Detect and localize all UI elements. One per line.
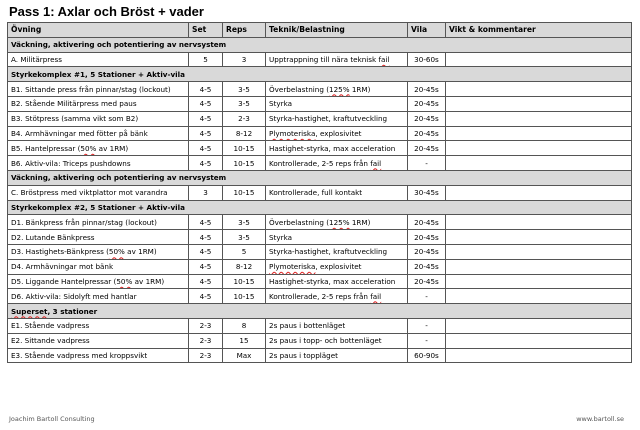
table-row <box>8 82 632 97</box>
sets-cell: 5 <box>189 52 223 67</box>
exercise-cell <box>8 126 189 141</box>
table-row <box>8 348 632 363</box>
sets-cell: 2-3 <box>189 333 223 348</box>
rest-cell: 60-90s <box>408 348 446 363</box>
text-run: C. Bröstpress med viktplattor mot varandra <box>11 188 168 198</box>
rest-cell: - <box>408 333 446 348</box>
text-run: Kontrollerade, 2-5 reps från <box>269 291 371 301</box>
spellcheck-word: Superset <box>11 306 48 316</box>
text-run: B5. Hantelpressar ( <box>11 143 81 153</box>
comment-cell[interactable] <box>446 141 632 156</box>
section-heading <box>8 170 632 185</box>
text-run: Styrka-hastighet, kraftutveckling <box>269 114 388 124</box>
exercise-cell <box>8 156 189 171</box>
rest-cell: 20-45s <box>408 274 446 289</box>
comment-cell[interactable] <box>446 82 632 97</box>
spellcheck-word: Plymoteriska <box>269 128 316 138</box>
col-header-vikt: Vikt & kommentarer <box>446 23 632 38</box>
text-run: D3. Hastighets-Bänkpress ( <box>11 247 109 257</box>
text-run: , 3 stationer <box>47 306 98 316</box>
text-run: Väckning, aktivering och potentiering av nervsystem <box>11 40 227 50</box>
section-heading-row <box>8 67 632 82</box>
text-run: Styrka <box>269 99 293 109</box>
sets-cell: 4-5 <box>189 96 223 111</box>
text-run: D1. Bänkpress från pinnar/stag (lockout) <box>11 217 157 227</box>
comment-cell[interactable] <box>446 96 632 111</box>
text-run: B1. Sittande press från pinnar/stag (lockout) <box>11 84 171 94</box>
section-heading <box>8 37 632 52</box>
reps-cell: 8-12 <box>223 126 266 141</box>
sets-cell: 4-5 <box>189 156 223 171</box>
rest-cell: 20-45s <box>408 141 446 156</box>
table-row <box>8 333 632 348</box>
sets-cell: 4-5 <box>189 274 223 289</box>
text-run: , explosivitet <box>315 128 362 138</box>
workout-table <box>7 22 632 363</box>
text-run: Hastighet-styrka, max acceleration <box>269 276 396 286</box>
text-run: B3. Stötpress (samma vikt som B2) <box>11 114 139 124</box>
exercise-cell <box>8 244 189 259</box>
exercise-cell <box>8 230 189 245</box>
table-row <box>8 185 632 200</box>
comment-cell[interactable] <box>446 52 632 67</box>
table-row <box>8 215 632 230</box>
text-run: av 1RM) <box>96 143 129 153</box>
comment-cell[interactable] <box>446 333 632 348</box>
exercise-cell <box>8 215 189 230</box>
text-run: D4. Armhävningar mot bänk <box>11 262 114 272</box>
text-run: Upptrappning till nära teknisk <box>269 54 379 64</box>
table-row <box>8 141 632 156</box>
sets-cell: 4-5 <box>189 215 223 230</box>
text-run: Styrkekomplex #1, 5 Stationer + Aktiv-vila <box>11 69 185 79</box>
technique-cell <box>266 274 408 289</box>
technique-cell <box>266 289 408 304</box>
rest-cell: 30-45s <box>408 185 446 200</box>
text-run: E1. Stående vadpress <box>11 321 90 331</box>
rest-cell: - <box>408 289 446 304</box>
exercise-cell <box>8 289 189 304</box>
text-run: Kontrollerade, full kontakt <box>269 188 363 198</box>
technique-cell <box>266 244 408 259</box>
technique-cell <box>266 318 408 333</box>
spellcheck-word: 125% <box>329 217 350 227</box>
technique-cell <box>266 82 408 97</box>
technique-cell <box>266 156 408 171</box>
technique-cell <box>266 141 408 156</box>
comment-cell[interactable] <box>446 259 632 274</box>
section-heading-row <box>8 200 632 215</box>
table-row <box>8 274 632 289</box>
exercise-cell <box>8 318 189 333</box>
reps-cell: 10-15 <box>223 274 266 289</box>
exercise-cell <box>8 82 189 97</box>
section-heading <box>8 200 632 215</box>
reps-cell: 8 <box>223 318 266 333</box>
text-run: 1RM) <box>349 84 371 94</box>
comment-cell[interactable] <box>446 274 632 289</box>
text-run: B2. Stående Militärpress med paus <box>11 99 137 109</box>
reps-cell: 3-5 <box>223 96 266 111</box>
table-row <box>8 259 632 274</box>
reps-cell: 10-15 <box>223 141 266 156</box>
text-run: Styrka-hastighet, kraftutveckling <box>269 247 388 257</box>
text-run: 1RM) <box>349 217 371 227</box>
text-run: 2s paus i toppläget <box>269 350 338 360</box>
rest-cell: 20-45s <box>408 230 446 245</box>
rest-cell: - <box>408 318 446 333</box>
exercise-cell <box>8 96 189 111</box>
col-header-teknik: Teknik/Belastning <box>266 23 408 38</box>
technique-cell <box>266 259 408 274</box>
sets-cell: 2-3 <box>189 318 223 333</box>
table-row <box>8 126 632 141</box>
spellcheck-word: 50% <box>108 247 125 257</box>
comment-cell[interactable] <box>446 318 632 333</box>
text-run: Överbelastning ( <box>269 84 329 94</box>
reps-cell: 15 <box>223 333 266 348</box>
table-row <box>8 156 632 171</box>
text-run: av 1RM) <box>132 276 165 286</box>
technique-cell <box>266 230 408 245</box>
sets-cell: 4-5 <box>189 126 223 141</box>
section-heading-row <box>8 170 632 185</box>
reps-cell: 10-15 <box>223 156 266 171</box>
sets-cell: 4-5 <box>189 141 223 156</box>
reps-cell: 8-12 <box>223 259 266 274</box>
spellcheck-word: fail <box>378 54 390 64</box>
table-row <box>8 96 632 111</box>
text-run: 2s paus i bottenläget <box>269 321 346 331</box>
text-run: , explosivitet <box>315 262 362 272</box>
exercise-cell <box>8 52 189 67</box>
rest-cell: 20-45s <box>408 215 446 230</box>
reps-cell: Max <box>223 348 266 363</box>
text-run: D2. Lutande Bänkpress <box>11 232 95 242</box>
text-run: Styrka <box>269 232 293 242</box>
table-row <box>8 318 632 333</box>
reps-cell: 2-3 <box>223 111 266 126</box>
exercise-cell <box>8 348 189 363</box>
comment-cell[interactable] <box>446 111 632 126</box>
technique-cell <box>266 215 408 230</box>
technique-cell <box>266 52 408 67</box>
section-heading <box>8 304 632 319</box>
reps-cell: 3-5 <box>223 82 266 97</box>
reps-cell: 3-5 <box>223 215 266 230</box>
comment-cell[interactable] <box>446 244 632 259</box>
spellcheck-word: fail <box>370 291 382 301</box>
comment-cell[interactable] <box>446 230 632 245</box>
exercise-cell <box>8 185 189 200</box>
rest-cell: 20-45s <box>408 96 446 111</box>
superset-heading-row <box>8 304 632 319</box>
spellcheck-word: 125% <box>329 84 350 94</box>
reps-cell: 10-15 <box>223 289 266 304</box>
rest-cell: 20-45s <box>408 82 446 97</box>
spellcheck-word: fail <box>370 158 382 168</box>
exercise-cell <box>8 274 189 289</box>
rest-cell: 20-45s <box>408 126 446 141</box>
exercise-cell <box>8 111 189 126</box>
text-run: D5. Liggande Hantelpressar ( <box>11 276 117 286</box>
footer-company: Joachim Bartoll Consulting <box>9 415 95 423</box>
exercise-cell <box>8 141 189 156</box>
text-run: D6. Aktiv-vila: Sidolyft med hantlar <box>11 291 137 301</box>
col-header-reps: Reps <box>223 23 266 38</box>
sets-cell: 2-3 <box>189 348 223 363</box>
exercise-cell <box>8 333 189 348</box>
reps-cell: 3-5 <box>223 230 266 245</box>
rest-cell: - <box>408 156 446 171</box>
exercise-cell <box>8 259 189 274</box>
table-row <box>8 111 632 126</box>
section-heading <box>8 67 632 82</box>
text-run: A. Militärpress <box>11 54 62 64</box>
sets-cell: 3 <box>189 185 223 200</box>
technique-cell <box>266 333 408 348</box>
col-header-ovning: Övning <box>8 23 189 38</box>
rest-cell: 20-45s <box>408 111 446 126</box>
text-run: B6. Aktiv-vila: Triceps pushdowns <box>11 158 131 168</box>
spellcheck-word: 50% <box>116 276 133 286</box>
text-run: E3. Stående vadpress med kroppsvikt <box>11 350 148 360</box>
col-header-set: Set <box>189 23 223 38</box>
text-run: Hastighet-styrka, max acceleration <box>269 143 396 153</box>
technique-cell <box>266 111 408 126</box>
technique-cell <box>266 348 408 363</box>
table-row <box>8 244 632 259</box>
comment-cell[interactable] <box>446 215 632 230</box>
text-run: B4. Armhävningar med fötter på bänk <box>11 128 148 138</box>
rest-cell: 30-60s <box>408 52 446 67</box>
technique-cell <box>266 185 408 200</box>
reps-cell: 10-15 <box>223 185 266 200</box>
technique-cell <box>266 126 408 141</box>
reps-cell: 5 <box>223 244 266 259</box>
text-run: av 1RM) <box>124 247 157 257</box>
reps-cell: 3 <box>223 52 266 67</box>
text-run: Överbelastning ( <box>269 217 329 227</box>
sets-cell: 4-5 <box>189 244 223 259</box>
table-row <box>8 230 632 245</box>
spellcheck-word: 50% <box>80 143 97 153</box>
comment-cell[interactable] <box>446 289 632 304</box>
page-title: Pass 1: Axlar och Bröst + vader <box>9 4 204 19</box>
sets-cell: 4-5 <box>189 259 223 274</box>
table-row <box>8 52 632 67</box>
technique-cell <box>266 96 408 111</box>
comment-cell[interactable] <box>446 348 632 363</box>
spellcheck-word: Plymoteriska <box>269 262 316 272</box>
col-header-vila: Vila <box>408 23 446 38</box>
comment-cell[interactable] <box>446 126 632 141</box>
text-run: Väckning, aktivering och potentiering av nervsystem <box>11 173 227 183</box>
section-heading-row <box>8 37 632 52</box>
comment-cell[interactable] <box>446 156 632 171</box>
sets-cell: 4-5 <box>189 82 223 97</box>
footer-website: www.bartoll.se <box>576 415 624 423</box>
text-run: E2. Sittande vadpress <box>11 336 90 346</box>
sets-cell: 4-5 <box>189 111 223 126</box>
table-body <box>8 37 632 363</box>
comment-cell[interactable] <box>446 185 632 200</box>
rest-cell: 20-45s <box>408 259 446 274</box>
text-run: Kontrollerade, 2-5 reps från <box>269 158 371 168</box>
table-row <box>8 289 632 304</box>
table-header-row <box>8 23 632 38</box>
rest-cell: 20-45s <box>408 244 446 259</box>
sets-cell: 4-5 <box>189 289 223 304</box>
text-run: 2s paus i topp- och bottenläget <box>269 336 382 346</box>
sets-cell: 4-5 <box>189 230 223 245</box>
text-run: Styrkekomplex #2, 5 Stationer + Aktiv-vila <box>11 202 185 212</box>
